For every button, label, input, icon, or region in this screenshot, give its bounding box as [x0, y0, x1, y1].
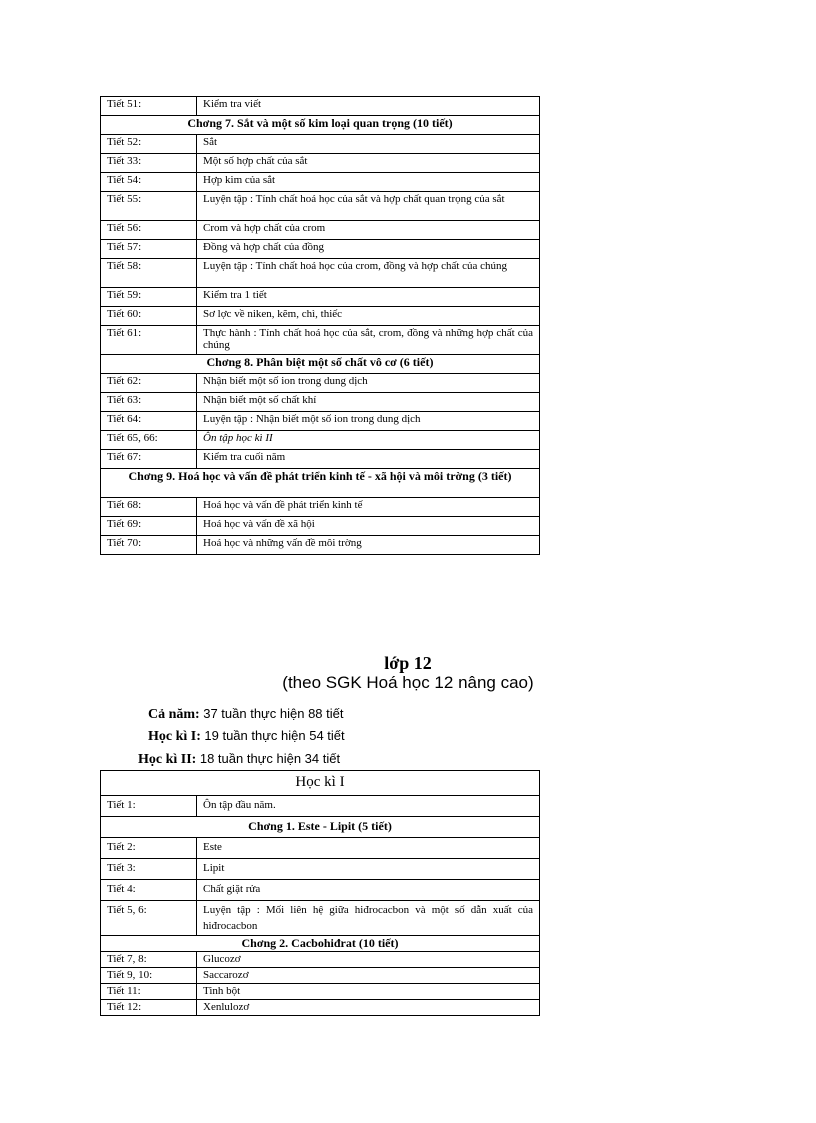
lesson-number: Tiết 5, 6:: [101, 901, 197, 936]
lesson-title: Một số hợp chất của sắt: [197, 154, 540, 173]
table-row: [101, 135, 540, 154]
lesson-title: Hoá học và vấn đề phát triển kinh tế: [197, 498, 540, 517]
lesson-number: Tiết 11:: [101, 984, 197, 1000]
lesson-number: Tiết 63:: [101, 393, 197, 412]
syllabus-table-part2: [100, 770, 540, 1016]
table-row: [101, 288, 540, 307]
chapter-title: Chơng 9. Hoá học và vấn đề phát triển kinh tế - xã hội và môi trờng (3 tiết): [101, 469, 540, 498]
table-row: [101, 796, 540, 817]
table-row: [101, 880, 540, 901]
chapter-title: Chơng 2. Cacbohiđrat (10 tiết): [101, 936, 540, 952]
summary-semester2-label: Học kì II:: [138, 752, 197, 767]
chapter-title: Chơng 1. Este - Lipit (5 tiết): [101, 817, 540, 838]
lesson-title: Kiểm tra cuối năm: [197, 450, 540, 469]
lesson-title: Tinh bột: [197, 984, 540, 1000]
table-row: [101, 498, 540, 517]
summary-semester2-value: 18 tuần thực hiện 34 tiết: [199, 751, 341, 766]
summary-year-label: Cả năm:: [148, 707, 200, 722]
chapter-header: [101, 936, 540, 952]
summary-year: [148, 706, 343, 723]
table-row: [101, 259, 540, 288]
table-row: [101, 374, 540, 393]
grade-title: lớp 12: [384, 653, 432, 673]
lesson-title: Glucozơ: [197, 952, 540, 968]
lesson-number: Tiết 64:: [101, 412, 197, 431]
table-row: [101, 221, 540, 240]
lesson-number: Tiết 55:: [101, 192, 197, 221]
summary-semester1: [148, 728, 345, 745]
lesson-title: Ôn tập học kì II: [197, 431, 540, 450]
lesson-number: Tiết 56:: [101, 221, 197, 240]
lesson-number: Tiết 7, 8:: [101, 952, 197, 968]
table-row: [101, 412, 540, 431]
summary-semester2: [138, 751, 340, 768]
table-row: [101, 192, 540, 221]
lesson-title: Ôn tập đầu năm.: [197, 796, 540, 817]
table-row: [101, 450, 540, 469]
lesson-title: Lipit: [197, 859, 540, 880]
lesson-number: Tiết 60:: [101, 307, 197, 326]
lesson-number: Tiết 68:: [101, 498, 197, 517]
lesson-number: Tiết 4:: [101, 880, 197, 901]
lesson-number: Tiết 57:: [101, 240, 197, 259]
lesson-title: Thực hành : Tính chất hoá học của sắt, crom, đồng và những hợp chất của chúng: [197, 326, 540, 355]
lesson-title: Luyện tập : Nhận biết một số ion trong dung dịch: [197, 412, 540, 431]
lesson-title: Kiểm tra viết: [197, 97, 540, 116]
table-row: [101, 97, 540, 116]
table-row: [101, 838, 540, 859]
table-row: [101, 984, 540, 1000]
lesson-title: Saccarozơ: [197, 968, 540, 984]
table-row: [101, 173, 540, 192]
summary-year-value: 37 tuần thực hiện 88 tiết: [203, 706, 344, 721]
lesson-title: Sắt: [197, 135, 540, 154]
table-row: [101, 952, 540, 968]
lesson-number: Tiết 1:: [101, 796, 197, 817]
lesson-number: Tiết 70:: [101, 536, 197, 555]
table-row: [101, 901, 540, 936]
table-row: [101, 968, 540, 984]
lesson-title: Chất giặt rửa: [197, 880, 540, 901]
lesson-number: Tiết 61:: [101, 326, 197, 355]
lesson-title: Luyện tập : Tính chất hoá học của crom, đồng và hợp chất của chúng: [197, 259, 540, 288]
lesson-title: Hợp kim của sắt: [197, 173, 540, 192]
lesson-title: Xenlulozơ: [197, 1000, 540, 1016]
lesson-title: Luyện tập : Mối liên hệ giữa hiđrocacbon và một số dẫn xuất của hiđrocacbon: [197, 901, 540, 936]
lesson-title: Nhận biết một số ion trong dung dịch: [197, 374, 540, 393]
chapter-header: [101, 355, 540, 374]
table-row: [101, 859, 540, 880]
lesson-title: Nhận biết một số chất khí: [197, 393, 540, 412]
lesson-number: Tiết 62:: [101, 374, 197, 393]
lesson-number: Tiết 67:: [101, 450, 197, 469]
lesson-number: Tiết 65, 66:: [101, 431, 197, 450]
chapter-header: [101, 116, 540, 135]
lesson-number: Tiết 33:: [101, 154, 197, 173]
table-row: [101, 431, 540, 450]
lesson-number: Tiết 52:: [101, 135, 197, 154]
table-row: [101, 536, 540, 555]
chapter-header: [101, 817, 540, 838]
grade-subtitle: (theo SGK Hoá học 12 nâng cao): [282, 673, 534, 692]
syllabus-table-part1: [100, 96, 540, 555]
lesson-number: Tiết 58:: [101, 259, 197, 288]
chapter-title: Chơng 8. Phân biệt một số chất vô cơ (6 tiết): [101, 355, 540, 374]
lesson-number: Tiết 12:: [101, 1000, 197, 1016]
lesson-number: Tiết 54:: [101, 173, 197, 192]
lesson-title: Crom và hợp chất của crom: [197, 221, 540, 240]
lesson-number: Tiết 9, 10:: [101, 968, 197, 984]
table-row: [101, 517, 540, 536]
lesson-title: Đồng và hợp chất của đồng: [197, 240, 540, 259]
table-row: [101, 307, 540, 326]
table-row: [101, 1000, 540, 1016]
lesson-title: Hoá học và những vấn đề môi trờng: [197, 536, 540, 555]
lesson-title: Kiểm tra 1 tiết: [197, 288, 540, 307]
semester-title: Học kì I: [101, 771, 540, 796]
summary-semester1-value: 19 tuần thực hiện 54 tiết: [204, 728, 345, 743]
lesson-title: Sơ lợc về niken, kẽm, chì, thiếc: [197, 307, 540, 326]
lesson-number: Tiết 51:: [101, 97, 197, 116]
lesson-title: Luyện tập : Tính chất hoá học của sắt và hợp chất quan trọng của sắt: [197, 192, 540, 221]
lesson-title: Este: [197, 838, 540, 859]
summary-semester1-label: Học kì I:: [148, 729, 201, 744]
table-row: [101, 393, 540, 412]
lesson-number: Tiết 69:: [101, 517, 197, 536]
chapter-title: Chơng 7. Sắt và một số kim loại quan trọng (10 tiết): [101, 116, 540, 135]
lesson-number: Tiết 59:: [101, 288, 197, 307]
table-row: [101, 326, 540, 355]
semester-header: [101, 771, 540, 796]
lesson-number: Tiết 2:: [101, 838, 197, 859]
lesson-title: Hoá học và vấn đề xã hội: [197, 517, 540, 536]
table-row: [101, 240, 540, 259]
table-row: [101, 154, 540, 173]
lesson-number: Tiết 3:: [101, 859, 197, 880]
chapter-header: [101, 469, 540, 498]
